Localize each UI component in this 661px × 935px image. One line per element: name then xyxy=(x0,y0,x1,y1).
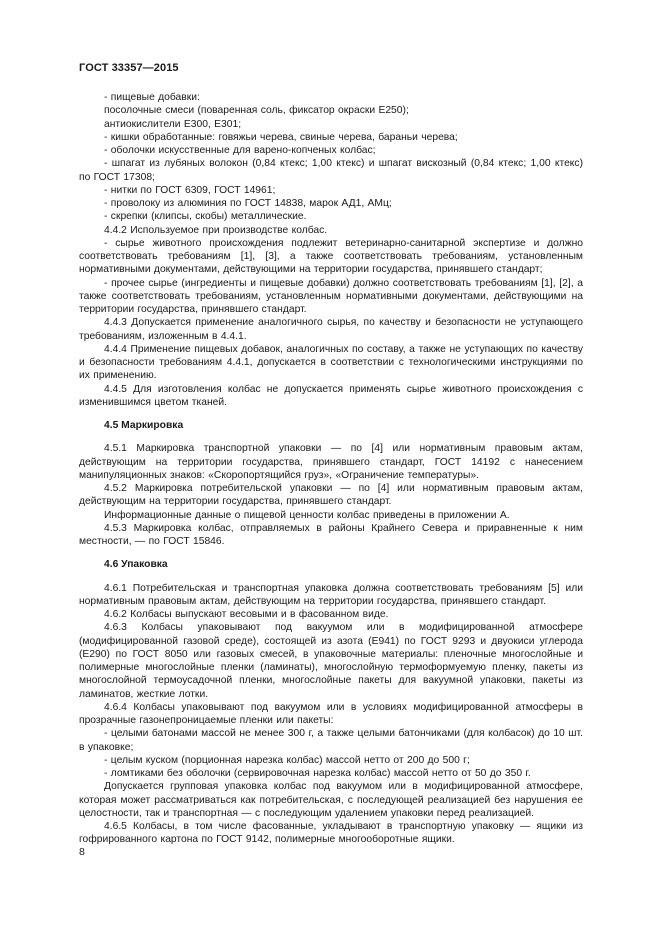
clause-4-6-4: 4.6.4 Колбасы упаковывают под вакуумом или в условиях модифицированной атмосферы в прозрачные газонепроницаемые пленки или пакеты: xyxy=(79,701,583,726)
clause-4-6-2: 4.6.2 Колбасы выпускают весовыми и в фасованном виде. xyxy=(104,609,389,620)
list-item: - шпагат из лубяных волокон (0,84 ктекс; 1,00 ктекс) и шпагат вискозный (0,84 ктекс; 1,00 ктекс) по ГОСТ 17308; xyxy=(79,158,583,183)
section-heading-packaging: 4.6 Упаковка xyxy=(104,559,168,571)
list-item: - целым куском (порционная нарезка колбас) массой нетто от 200 до 500 г; xyxy=(104,754,470,766)
paragraph: Допускается групповая упаковка колбас под вакуумом или в модифицированной атмосфере, которая может рассматриваться как потребительская, с последующей реализацией без нарушения ее целостности, так и транспортная — с последующим удалением упаковки перед реализацией. xyxy=(79,781,583,819)
list-item: - сырье животного происхождения подлежит ветеринарно-санитарной экспертизе и должно соответствовать требованиям [1], [3], а также соответствовать требованиям, установленным нормативными документами, действующими на территории государства, принявшего стандарт; xyxy=(79,237,583,276)
clause-4-5-2: 4.5.2 Маркировка потребительской упаковки — по [4] или нормативным правовым актам, действующим на территории государства, принявшего стандарт. xyxy=(79,483,583,508)
list-item: - нитки по ГОСТ 6309, ГОСТ 14961; xyxy=(104,184,276,196)
clause-4-5-3: 4.5.3 Маркировка колбас, отправляемых в районы Крайнего Севера и приравненные к ним местности, — по ГОСТ 15846. xyxy=(79,522,583,547)
list-item: антиокислители Е300, Е301; xyxy=(104,118,242,130)
clause-4-4-5: 4.4.5 Для изготовления колбас не допускается применять сырье животного происхождения с изменившимся цветом тканей. xyxy=(79,383,583,408)
clause-4-6-3: 4.6.3 Колбасы упаковывают под вакуумом или в модифицированной атмосфере (модифицированной газовой среде), состоящей из азота (Е941) по ГОСТ 9293 и двуокиси углерода (Е290) по ГОСТ 8050 или газовых смесей, в упаковочные материалы: пленочные многослойные и полимерные многослойные пленки (ламинаты), многослойную термоформуемую пленку, пакеты из многослойной термоусадочной пленки, многослойные пакеты для вакуумной упаковки, пакеты из ламинатов, жесткие лотки. xyxy=(79,622,583,700)
clause-4-4-4: 4.4.4 Применение пищевых добавок, аналогичных по составу, а также не уступающих по качеству и безопасности требованиям 4.4.1, допускается в соответствии с технологическими инструкциями по их применению. xyxy=(79,343,583,382)
clause-4-5-1: 4.5.1 Маркировка транспортной упаковки — по [4] или нормативным правовым актам, действующим на территории государства, принявшего стандарт, ГОСТ 14192 с нанесением манипуляционных знаков: «Скоропортящийся груз», «Ограничение температуры». xyxy=(79,443,583,481)
list-item: - пищевые добавки: xyxy=(104,92,200,103)
document-body xyxy=(79,91,583,847)
list-item: - прочее сырье (ингредиенты и пищевые добавки) должно соответствовать требованиям [1], [2], а также соответствовать требованиям, установленным нормативными документами, действующими на территории государства, принявшего стандарт. xyxy=(79,277,583,315)
document-header: ГОСТ 33357—2015 xyxy=(79,62,179,74)
clause-4-4-3: 4.4.3 Допускается применение аналогичного сырья, по качеству и безопасности не уступающего требованиям, изложенным в 4.4.1. xyxy=(79,317,583,342)
list-item: - оболочки искусственные для варено-копченых колбас; xyxy=(104,145,376,156)
clause-4-4-2: 4.4.2 Используемое при производстве колбас. xyxy=(104,224,328,236)
list-item: - целыми батонами массой не менее 300 г, а также целыми батончиками (для колбасок) до 10 шт. в упаковке; xyxy=(79,728,583,753)
clause-4-6-5: 4.6.5 Колбасы, в том числе фасованные, укладывают в транспортную упаковку — ящики из гофрированного картона по ГОСТ 9142, полимерные многооборотные ящики. xyxy=(79,821,583,846)
clause-4-6-1: 4.6.1 Потребительская и транспортная упаковка должна соответствовать требованиям [5] или нормативным правовым актам, действующим на территории государства, принявшего стандарт. xyxy=(79,582,583,607)
list-item: - ломтиками без оболочки (сервировочная нарезка колбас) массой нетто от 50 до 350 г. xyxy=(104,768,531,779)
list-item: - скрепки (клипсы, скобы) металлические. xyxy=(104,211,307,223)
section-heading-marking: 4.5 Маркировка xyxy=(104,420,184,431)
page-number: 8 xyxy=(79,846,85,858)
list-item: - кишки обработанные: говяжьи черева, свиные черева, бараньи черева; xyxy=(104,131,458,143)
paragraph: Информационные данные о пищевой ценности колбас приведены в приложении А. xyxy=(104,509,510,521)
list-item: - проволоку из алюминия по ГОСТ 14838, марок АД1, АМц; xyxy=(104,198,392,209)
list-item: посолочные смеси (поваренная соль, фиксатор окраски Е250); xyxy=(104,105,409,117)
